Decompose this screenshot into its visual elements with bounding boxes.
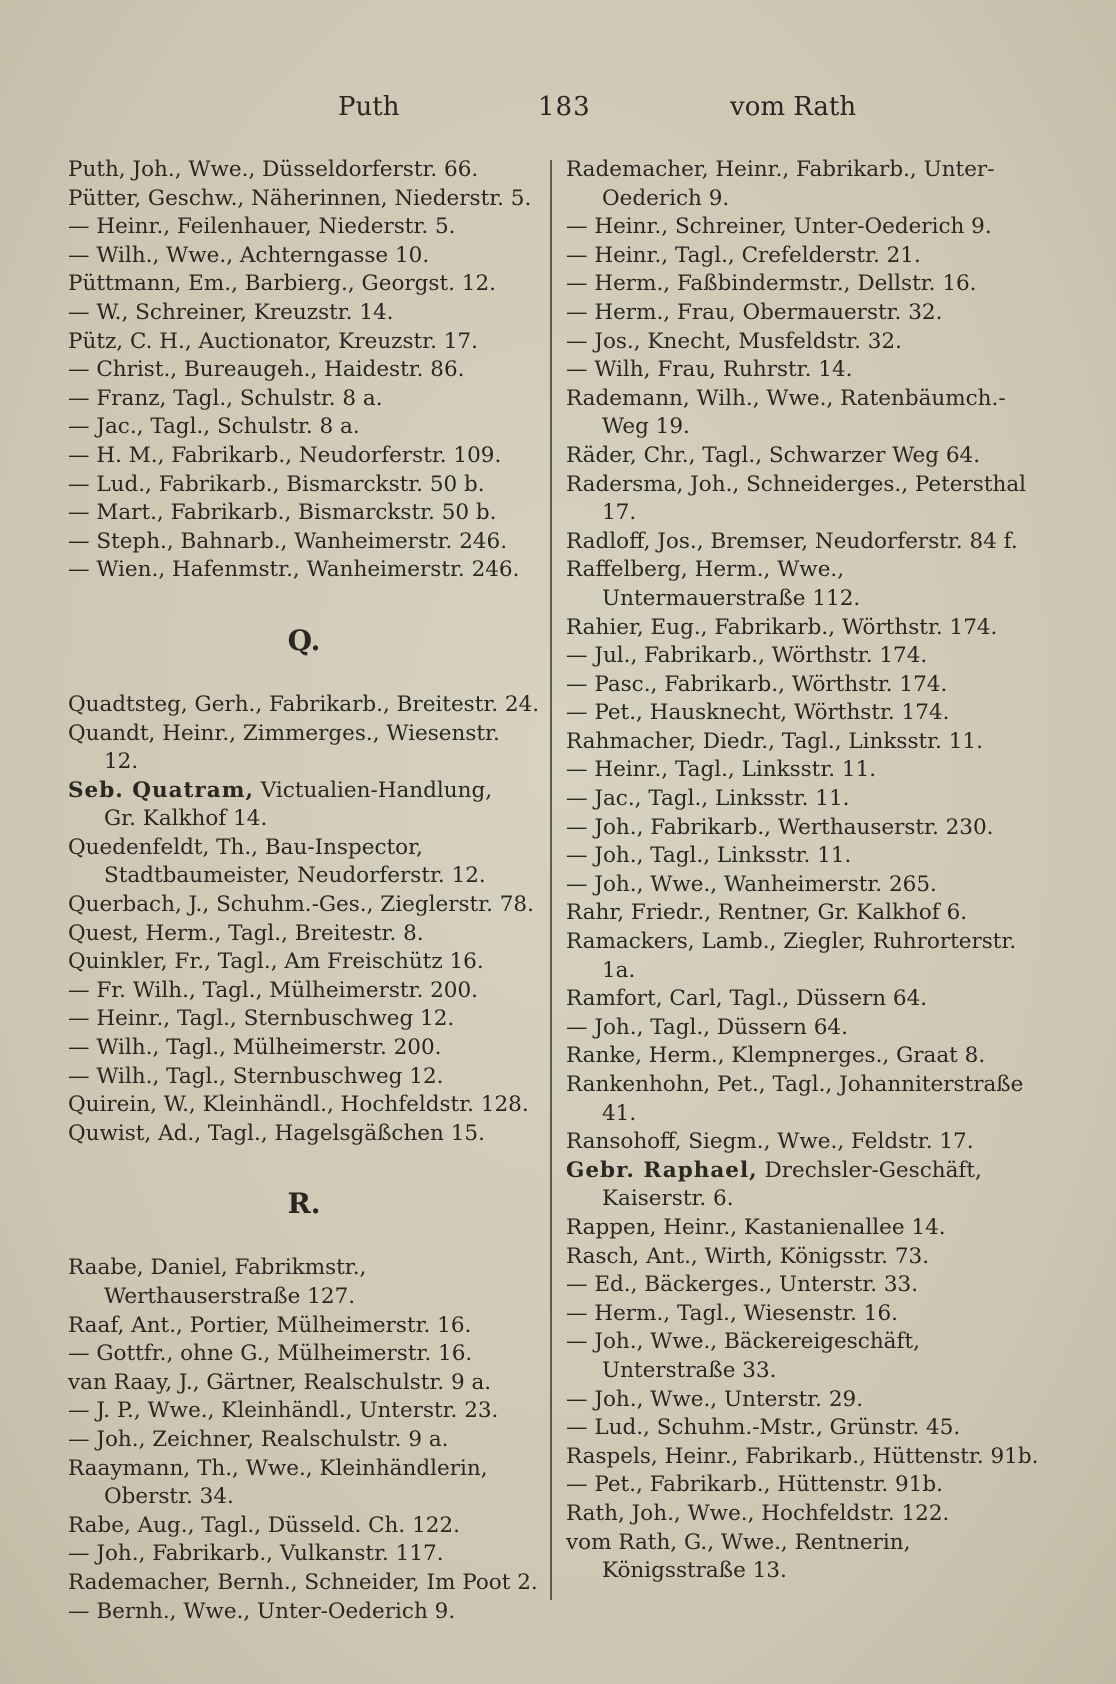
directory-entry: Ranke, Herm., Klempnerges., Graat 8. <box>566 1043 986 1069</box>
directory-entry: Rabe, Aug., Tagl., Düsseld. Ch. 122. <box>68 1512 460 1538</box>
bold-name: Seb. Quatram, <box>68 777 254 803</box>
directory-entry: — W., Schreiner, Kreuzstr. 14. <box>68 299 394 325</box>
directory-entry: — Ed., Bäckerges., Unterstr. 33. <box>566 1272 919 1298</box>
directory-entry: — Herm., Tagl., Wiesenstr. 16. <box>566 1300 898 1326</box>
directory-entry: Raffelberg, Herm., Wwe., Untermauerstraße 112. <box>566 557 861 611</box>
directory-entry: Raabe, Daniel, Fabrikmstr., Werthauserstraße 127. <box>68 1255 367 1309</box>
directory-entry-bold <box>566 1157 1044 1214</box>
directory-entry: Quwist, Ad., Tagl., Hagelsgäßchen 15. <box>68 1120 485 1146</box>
directory-entry: — Lud., Fabrikarb., Bismarckstr. 50 b. <box>68 471 485 497</box>
directory-entry: — Joh., Wwe., Wanheimerstr. 265. <box>566 871 937 897</box>
directory-entry: — Steph., Bahnarb., Wanheimerstr. 246. <box>68 528 508 554</box>
directory-entry: — Bernh., Wwe., Unter-Oederich 9. <box>68 1598 456 1624</box>
directory-entry: — Jul., Fabrikarb., Wörthstr. 174. <box>566 643 928 669</box>
directory-entry: — Wien., Hafenmstr., Wanheimerstr. 246. <box>68 557 520 583</box>
right-column <box>566 156 1044 1586</box>
directory-entry: — Heinr., Tagl., Crefelderstr. 21. <box>566 242 921 268</box>
directory-entry: Quest, Herm., Tagl., Breitestr. 8. <box>68 920 424 946</box>
directory-entry: Rademann, Wilh., Wwe., Ratenbäumch.-Weg 19. <box>566 385 1006 440</box>
directory-entry: — J. P., Wwe., Kleinhändl., Unterstr. 23. <box>68 1398 499 1424</box>
directory-entry: Radloff, Jos., Bremser, Neudorferstr. 84 f. <box>566 528 1018 554</box>
directory-entry: Radersma, Joh., Schneiderges., Petersthal 17. <box>566 471 1027 526</box>
directory-entry: Quedenfeldt, Th., Bau-Inspector, Stadtbaumeister, Neudorferstr. 12. <box>68 834 486 889</box>
directory-entry: — Joh., Tagl., Düssern 64. <box>566 1014 848 1040</box>
directory-entry: — Joh., Wwe., Bäckereigeschäft, Unterstraße 33. <box>566 1329 920 1383</box>
directory-entry: — Lud., Schuhm.-Mstr., Grünstr. 45. <box>566 1415 961 1441</box>
directory-entry: Quadtsteg, Gerh., Fabrikarb., Breitestr. 24. <box>68 691 540 717</box>
directory-entry: Pütter, Geschw., Näherinnen, Niederstr. 5. <box>68 185 532 211</box>
directory-entry: Querbach, J., Schuhm.-Ges., Zieglerstr. 78. <box>68 892 534 918</box>
directory-entry: Raspels, Heinr., Fabrikarb., Hüttenstr. 91b. <box>566 1443 1039 1469</box>
directory-entry: — Pet., Hausknecht, Wörthstr. 174. <box>566 700 950 726</box>
directory-entry: Rasch, Ant., Wirth, Königsstr. 73. <box>566 1243 930 1269</box>
directory-entry: Ransohoff, Siegm., Wwe., Feldstr. 17. <box>566 1129 974 1155</box>
directory-entry: — Wilh., Tagl., Mülheimerstr. 200. <box>68 1035 442 1061</box>
directory-entry: — Jac., Tagl., Linksstr. 11. <box>566 786 850 812</box>
directory-entry: Rademacher, Heinr., Fabrikarb., Unter-Oederich 9. <box>566 157 995 211</box>
directory-entry: — Gottfr., ohne G., Mülheimerstr. 16. <box>68 1341 473 1367</box>
directory-entry: — Joh., Fabrikarb., Werthauserstr. 230. <box>566 814 994 840</box>
directory-entry-continuation: Gr. Kalkhof 14. <box>104 806 268 832</box>
directory-entry: — Heinr., Tagl., Sternbuschweg 12. <box>68 1006 455 1032</box>
header-last-name: vom Rath <box>730 92 857 122</box>
directory-entry: — Wilh, Frau, Ruhrstr. 14. <box>566 357 853 383</box>
directory-entry: — Jac., Tagl., Schulstr. 8 a. <box>68 414 360 440</box>
directory-entry: vom Rath, G., Wwe., Rentnerin, Königsstraße 13. <box>566 1529 911 1584</box>
directory-entry: — Fr. Wilh., Tagl., Mülheimerstr. 200. <box>68 977 478 1003</box>
left-column <box>68 156 540 1626</box>
directory-entry: Raaf, Ant., Portier, Mülheimerstr. 16. <box>68 1312 472 1338</box>
section-letter-r: R. <box>287 1187 321 1221</box>
directory-entry: Rademacher, Bernh., Schneider, Im Poot 2. <box>68 1569 538 1595</box>
directory-entry: — Pasc., Fabrikarb., Wörthstr. 174. <box>566 671 948 697</box>
directory-entry: — Joh., Fabrikarb., Vulkanstr. 117. <box>68 1541 444 1567</box>
directory-entry: Rahier, Eug., Fabrikarb., Wörthstr. 174. <box>566 614 998 640</box>
entry-detail: Victualien-Handlung, <box>253 777 493 803</box>
directory-entry: Rankenhohn, Pet., Tagl., Johanniterstraße 41. <box>566 1072 1024 1126</box>
directory-entry: Raaymann, Th., Wwe., Kleinhändlerin, Oberstr. 34. <box>68 1455 488 1510</box>
directory-entry: — Heinr., Schreiner, Unter-Oederich 9. <box>566 214 992 240</box>
bold-name: Gebr. Raphael, <box>566 1157 758 1183</box>
directory-entry: Quirein, W., Kleinhändl., Hochfeldstr. 128. <box>68 1092 529 1118</box>
directory-entry: Ramfort, Carl, Tagl., Düssern 64. <box>566 986 928 1012</box>
directory-entry: — Wilh., Tagl., Sternbuschweg 12. <box>68 1063 444 1089</box>
directory-entry: — Joh., Tagl., Linksstr. 11. <box>566 843 852 869</box>
entry-detail: Drechsler-Geschäft, Kaiserstr. 6. <box>602 1157 982 1212</box>
directory-entry: — Joh., Zeichner, Realschulstr. 9 a. <box>68 1426 449 1452</box>
directory-entry-bold <box>68 777 540 806</box>
directory-entry: — Heinr., Feilenhauer, Niederstr. 5. <box>68 214 456 240</box>
directory-entry: — Heinr., Tagl., Linksstr. 11. <box>566 757 877 783</box>
column-divider <box>550 160 552 1600</box>
directory-entry: — H. M., Fabrikarb., Neudorferstr. 109. <box>68 442 502 468</box>
header-first-name: Puth <box>338 92 400 122</box>
section-letter-q: Q. <box>287 623 321 657</box>
directory-entry: Räder, Chr., Tagl., Schwarzer Weg 64. <box>566 442 981 468</box>
directory-entry: — Wilh., Wwe., Achterngasse 10. <box>68 242 430 268</box>
directory-entry: Quandt, Heinr., Zimmerges., Wiesenstr. 12. <box>68 720 500 775</box>
directory-entry: Puth, Joh., Wwe., Düsseldorferstr. 66. <box>68 157 479 182</box>
directory-entry: — Herm., Faßbindermstr., Dellstr. 16. <box>566 271 977 297</box>
directory-entry: Rahmacher, Diedr., Tagl., Linksstr. 11. <box>566 728 983 754</box>
directory-entry: Rappen, Heinr., Kastanienallee 14. <box>566 1214 946 1240</box>
directory-entry: — Jos., Knecht, Musfeldstr. 32. <box>566 328 902 354</box>
directory-entry: — Joh., Wwe., Unterstr. 29. <box>566 1386 864 1412</box>
directory-entry: — Mart., Fabrikarb., Bismarckstr. 50 b. <box>68 500 497 526</box>
directory-entry: Püttmann, Em., Barbierg., Georgst. 12. <box>68 271 496 297</box>
directory-entry: — Herm., Frau, Obermauerstr. 32. <box>566 299 943 325</box>
directory-entry: — Franz, Tagl., Schulstr. 8 a. <box>68 385 383 411</box>
directory-entry: Rahr, Friedr., Rentner, Gr. Kalkhof 6. <box>566 900 968 926</box>
directory-entry: Pütz, C. H., Auctionator, Kreuzstr. 17. <box>68 328 478 354</box>
directory-entry: Rath, Joh., Wwe., Hochfeldstr. 122. <box>566 1500 950 1526</box>
directory-entry: Quinkler, Fr., Tagl., Am Freischütz 16. <box>68 949 484 975</box>
page-header <box>60 92 1040 132</box>
directory-entry: — Christ., Bureaugeh., Haidestr. 86. <box>68 357 465 383</box>
directory-entry: — Pet., Fabrikarb., Hüttenstr. 91b. <box>566 1472 943 1498</box>
directory-entry: Ramackers, Lamb., Ziegler, Ruhrorterstr. 1a. <box>566 929 1017 983</box>
directory-entry: van Raay, J., Gärtner, Realschulstr. 9 a. <box>68 1369 492 1395</box>
page-number: 183 <box>538 92 591 122</box>
